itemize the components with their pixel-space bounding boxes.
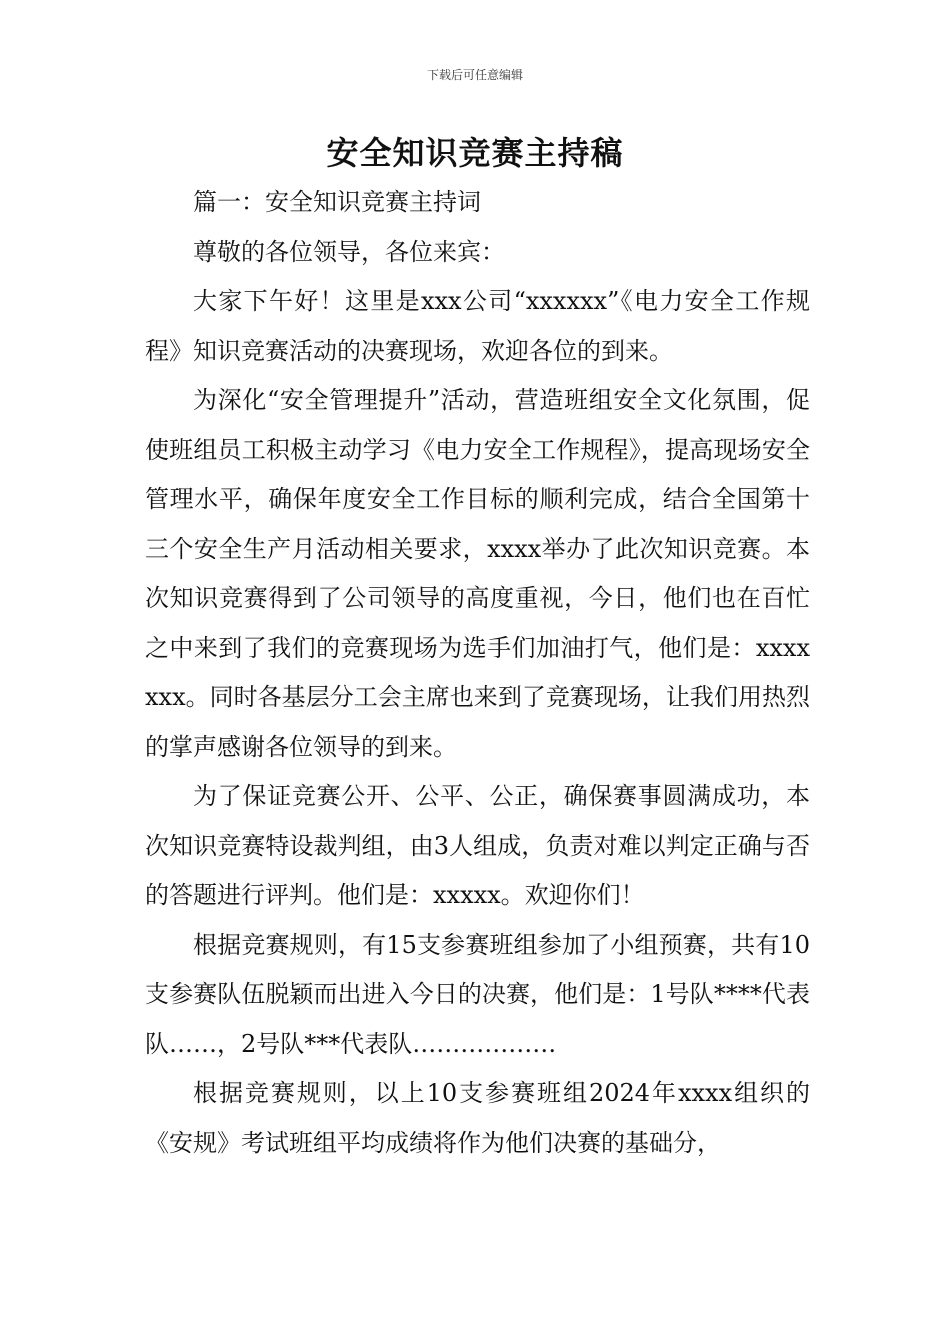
paragraph: 根据竞赛规则，有15支参赛班组参加了小组预赛，共有10支参赛队伍脱颖而出进入今日的决赛，他们是：1号队****代表队……，2号队***代表队………………: [145, 930, 810, 1058]
document-title: 安全知识竞赛主持稿: [326, 134, 624, 172]
paragraph: 尊敬的各位领导，各位来宾：: [193, 237, 505, 266]
document-body: [145, 178, 810, 1168]
paragraph: 根据竞赛规则，以上10支参赛班组2024年xxxx组织的《安规》考试班组平均成绩将作为他们决赛的基础分，: [145, 1079, 810, 1157]
paragraph: 篇一：安全知识竞赛主持词: [193, 188, 481, 216]
header-note: 下载后可任意编辑: [426, 68, 523, 82]
paragraph: 为深化“安全管理提升”活动，营造班组安全文化氛围，促使班组员工积极主动学习《电力安全工作规程》，提高现场安全管理水平，确保年度安全工作目标的顺利完成，结合全国第十三个安全生产月活动相关要求，xxxx举办了此次知识竞赛。本次知识竞赛得到了公司领导的高度重视，今日，他们也在百忙之中来到了我们的竞赛现场为选手们加油打气，他们是：xxxxxxx。同时各基层分工会主席也来到了竞赛现场，让我们用热烈的掌声感谢各位领导的到来。: [145, 386, 810, 761]
paragraph: 为了保证竞赛公开、公平、公正，确保赛事圆满成功，本次知识竞赛特设裁判组，由3人组成，负责对难以判定正确与否的答题进行评判。他们是：xxxxx。欢迎你们！: [145, 782, 810, 909]
paragraph: 大家下午好！这里是xxx公司“xxxxxx”《电力安全工作规程》知识竞赛活动的决赛现场，欢迎各位的到来。: [145, 287, 810, 365]
